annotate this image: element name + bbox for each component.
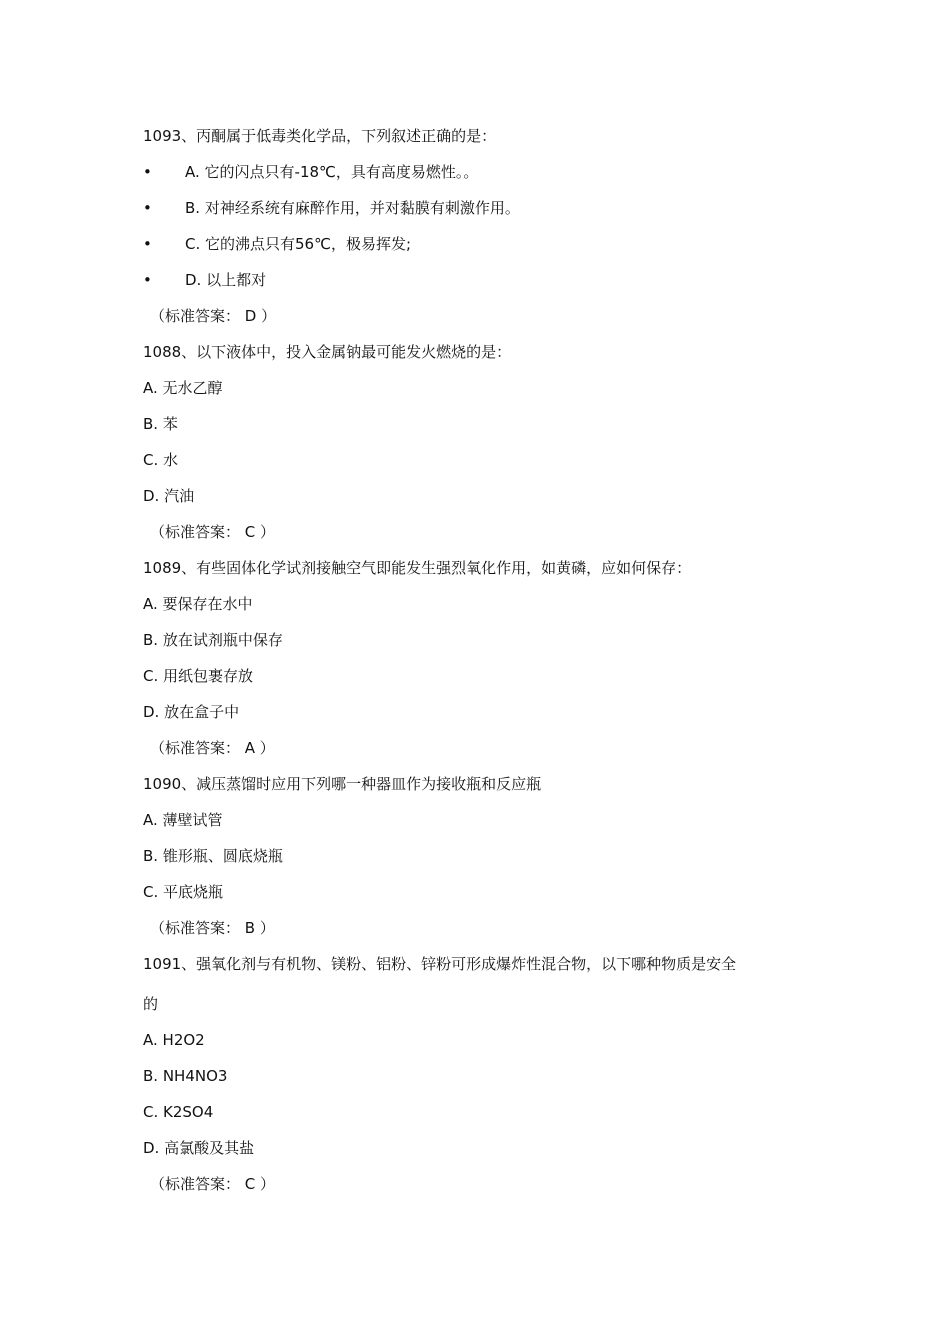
option-text: C. 它的沸点只有56℃，极易挥发; [185, 235, 411, 253]
question-1091-answer: （标准答案： C ） [150, 1175, 276, 1193]
question-1093-stem: 1093、丙酮属于低毒类化学品，下列叙述正确的是： [143, 127, 497, 145]
question-1089-option-b: B. 放在试剂瓶中保存 [143, 631, 283, 649]
question-1089-option-a: A. 要保存在水中 [143, 595, 253, 613]
question-1091-option-d: D. 高氯酸及其盐 [143, 1139, 255, 1157]
question-1090-stem: 1090、减压蒸馏时应用下列哪一种器皿作为接收瓶和反应瓶 [143, 775, 542, 793]
question-1091-option-b: B. NH4NO3 [143, 1067, 228, 1085]
bullet-icon: • [143, 271, 152, 289]
question-1088-option-c: C. 水 [143, 451, 179, 469]
question-1088-option-b: B. 苯 [143, 415, 178, 433]
question-1090-answer: （标准答案： B ） [150, 919, 275, 937]
question-1088-option-a: A. 无水乙醇 [143, 379, 223, 397]
question-1093-answer: （标准答案： D ） [150, 307, 277, 325]
question-1091-stem: 1091、强氧化剂与有机物、镁粉、铝粉、锌粉可形成爆炸性混合物，以下哪种物质是安全 [143, 955, 737, 973]
bullet-icon: • [143, 199, 152, 217]
question-1089-option-c: C. 用纸包裹存放 [143, 667, 254, 685]
question-1090-option-b: B. 锥形瓶、圆底烧瓶 [143, 847, 283, 865]
option-text: B. 对神经系统有麻醉作用，并对黏膜有刺激作用。 [185, 199, 520, 217]
question-1089-option-d: D. 放在盒子中 [143, 703, 240, 721]
bullet-icon: • [143, 235, 152, 253]
question-1091-option-a: A. H2O2 [143, 1031, 205, 1049]
question-1090-option-c: C. 平底烧瓶 [143, 883, 224, 901]
question-1090-option-a: A. 薄壁试管 [143, 811, 223, 829]
option-text: A. 它的闪点只有-18℃，具有高度易燃性。。 [185, 163, 479, 181]
question-1088-stem: 1088、以下液体中，投入金属钠最可能发火燃烧的是： [143, 343, 512, 361]
bullet-icon: • [143, 163, 152, 181]
question-1088-answer: （标准答案： C ） [150, 523, 276, 541]
question-1088-option-d: D. 汽油 [143, 487, 195, 505]
option-text: D. 以上都对 [185, 271, 267, 289]
question-1089-answer: （标准答案： A ） [150, 739, 275, 757]
question-1091-stem-continued: 的 [143, 995, 159, 1013]
question-1091-option-c: C. K2SO4 [143, 1103, 214, 1121]
question-1089-stem: 1089、有些固体化学试剂接触空气即能发生强烈氧化作用，如黄磷，应如何保存： [143, 559, 692, 577]
